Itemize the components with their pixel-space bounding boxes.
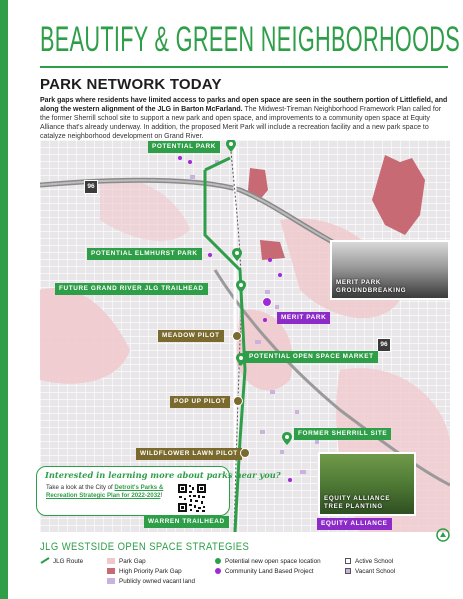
title-rule (40, 66, 448, 68)
label-future-grand-river-trailhead[interactable]: FUTURE GRAND RIVER JLG TRAILHEAD (55, 283, 208, 295)
map-pin-icon (226, 140, 236, 152)
left-accent-bar (0, 0, 8, 599)
parks-info-callout (36, 466, 281, 516)
parks-strategic-plan-link[interactable]: Detroit's Parks & Recreation Strategic Plan for 2022-2032 (46, 484, 164, 499)
route-line-icon (40, 557, 50, 564)
legend-title: JLG WESTSIDE OPEN SPACE STRATEGIES (40, 541, 250, 553)
highway-shield-icon: 96 (84, 180, 98, 194)
pop-up-pilot-marker[interactable] (233, 396, 243, 406)
community-land-dot-icon (215, 568, 221, 574)
callout-text-before: Take a look at the City of (46, 484, 115, 491)
high-priority-gap-swatch (107, 568, 115, 574)
qr-code-icon[interactable] (177, 483, 207, 513)
label-equity-alliance[interactable]: EQUITY ALLIANCE (317, 518, 392, 530)
intro-paragraph (40, 96, 450, 141)
intro-bold-text: Park gaps where residents have limited access to parks and open space are seen in the southern portion of Littlefield, and along the western alignment of the JLG in Barton McFarland. (40, 97, 448, 113)
vacant-school-icon (345, 568, 351, 574)
label-merit-park[interactable]: MERIT PARK (277, 312, 330, 324)
legend-item-vacant-land: Publicly owned vacant land (107, 577, 195, 586)
vacant-land-swatch (107, 578, 115, 584)
legend-item-jlg-route: JLG Route (40, 557, 83, 566)
intro-body-text: The Midwest-Tireman Neighborhood Framework Plan called for the former Sherrill school site to support a new park and open space, and improvements to a community open space at Equity Alliance that's already underway. In addition, the proposed Merit Park will include a recreation facility and a new park space to catalyze neighborhood development on Grand River. (40, 106, 442, 140)
label-wildflower-lawn-pilot[interactable]: WILDFLOWER LAWN PILOT (136, 448, 242, 460)
label-potential-open-space-market[interactable]: POTENTIAL OPEN SPACE MARKET (245, 351, 378, 363)
label-warren-trailhead[interactable]: WARREN TRAILHEAD (144, 516, 229, 528)
highway-shield-icon: 96 (377, 338, 391, 352)
page-title: BEAUTIFY & GREEN NEIGHBORHOODS (40, 20, 461, 59)
label-potential-elmhurst-park[interactable]: POTENTIAL ELMHURST PARK (87, 248, 202, 260)
callout-text (46, 484, 166, 500)
map-pin-icon (282, 432, 292, 445)
meadow-pilot-marker[interactable] (232, 331, 242, 341)
open-space-dot-icon (215, 558, 221, 564)
wildflower-lawn-pilot-marker[interactable] (240, 448, 250, 458)
active-school-icon (345, 558, 351, 564)
callout-heading: Interested in learning more about parks near you? (45, 470, 281, 480)
brand-logo-icon (436, 528, 450, 542)
merit-park-groundbreaking-photo[interactable] (330, 240, 450, 300)
callout-text-after: ! (160, 492, 163, 499)
legend-item-vacant-school: Vacant School (345, 567, 395, 576)
photo-caption: MERIT PARK GROUNDBREAKING (336, 279, 407, 294)
label-former-sherrill-site[interactable]: FORMER SHERRILL SITE (294, 428, 391, 440)
merit-park-marker[interactable] (262, 297, 272, 307)
legend-item-active-school: Active School (345, 557, 393, 566)
park-gap-swatch (107, 558, 115, 564)
section-heading: PARK NETWORK TODAY (40, 76, 222, 93)
map-pin-icon (232, 248, 242, 261)
label-meadow-pilot[interactable]: MEADOW PILOT (158, 330, 224, 342)
label-potential-park[interactable]: POTENTIAL PARK (148, 141, 220, 153)
label-pop-up-pilot[interactable]: POP UP PILOT (170, 396, 230, 408)
equity-alliance-tree-planting-photo[interactable] (318, 452, 416, 516)
legend-item-open-space-location: Potential new open space location (215, 557, 321, 566)
legend-item-community-land: Community Land Based Project (215, 567, 314, 576)
legend-item-high-priority-park-gap: High Priority Park Gap (107, 567, 182, 576)
photo-caption: EQUITY ALLIANCE TREE PLANTING (324, 495, 391, 510)
legend-item-park-gap: Park Gap (107, 557, 146, 566)
map-pin-icon (236, 280, 246, 293)
